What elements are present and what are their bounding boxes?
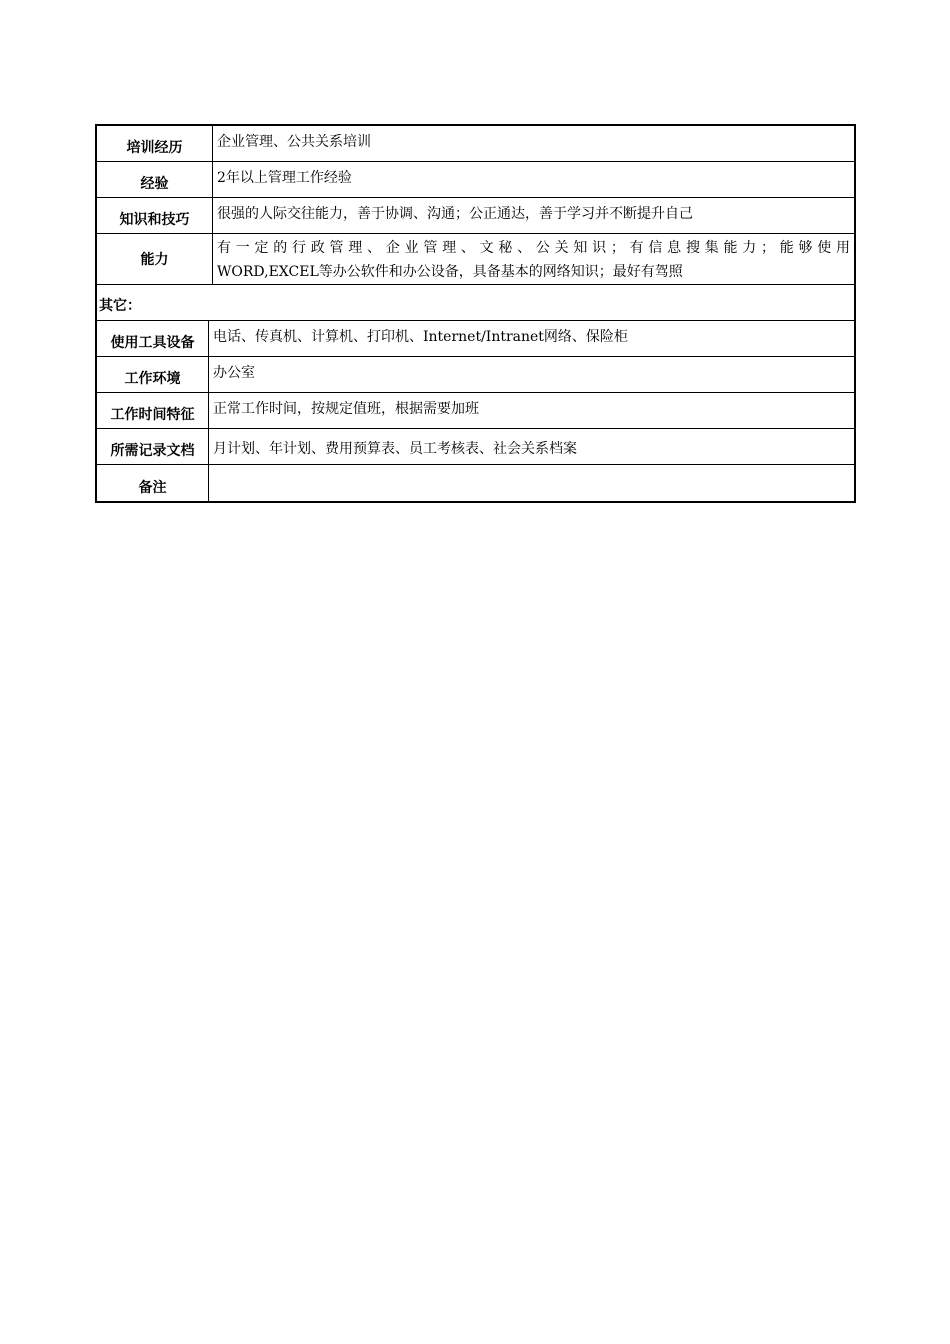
- table-row-other-section: [97, 285, 854, 321]
- row-value-line-1: 有一定的行政管理、企业管理、文秘、公关知识；有信息搜集能力；能够使用: [217, 240, 850, 256]
- row-label: 经验: [97, 162, 213, 197]
- row-label: 使用工具设备: [97, 321, 209, 356]
- row-label: 工作环境: [97, 357, 209, 392]
- row-value: 电话、传真机、计算机、打印机、Internet/Intranet网络、保险柜: [213, 329, 628, 345]
- row-value: 2年以上管理工作经验: [217, 170, 352, 186]
- row-value: 很强的人际交往能力，善于协调、沟通；公正通达，善于学习并不断提升自己: [217, 206, 693, 222]
- row-value-line-2: WORD,EXCEL等办公软件和办公设备，具备基本的网络知识；最好有驾照: [217, 264, 683, 280]
- table-row-work-time: [97, 393, 854, 429]
- job-description-table: [95, 124, 856, 503]
- table-row-abilities: [97, 234, 854, 285]
- row-label: 所需记录文档: [97, 429, 209, 464]
- table-row-knowledge-skills: [97, 198, 854, 234]
- row-value: [213, 234, 854, 284]
- table-row-training: [97, 126, 854, 162]
- row-label: 备注: [97, 465, 209, 501]
- row-label: 工作时间特征: [97, 393, 209, 428]
- table-row-experience: [97, 162, 854, 198]
- table-row-tools-equipment: [97, 321, 854, 357]
- row-value: 办公室: [213, 365, 255, 381]
- row-value: 正常工作时间，按规定值班，根据需要加班: [213, 401, 479, 417]
- table-row-work-environment: [97, 357, 854, 393]
- row-label: 培训经历: [97, 126, 213, 161]
- row-label: 能力: [97, 234, 213, 284]
- section-heading-other: 其它：: [99, 298, 141, 314]
- table-row-required-documents: [97, 429, 854, 465]
- row-label: 知识和技巧: [97, 198, 213, 233]
- table-row-remarks: [97, 465, 854, 501]
- row-value: [209, 465, 854, 501]
- row-value: 企业管理、公共关系培训: [217, 134, 371, 150]
- row-value: 月计划、年计划、费用预算表、员工考核表、社会关系档案: [213, 441, 577, 457]
